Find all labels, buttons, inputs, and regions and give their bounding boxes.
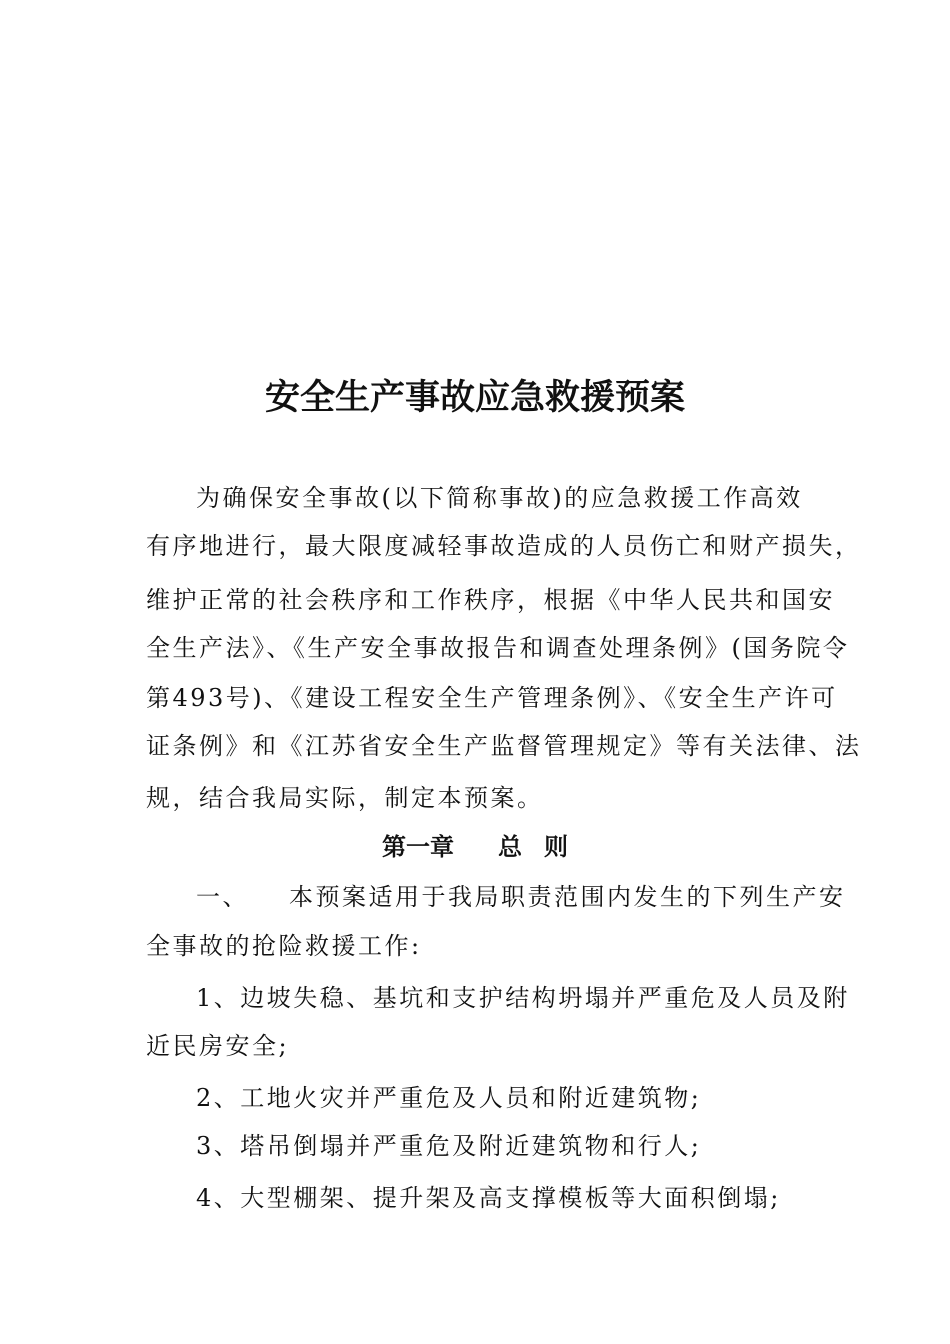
intro-line: 证条例》和《江苏省安全生产监督管理规定》等有关法律、法 <box>146 732 862 760</box>
list-item: 4、大型棚架、提升架及高支撑模板等大面积倒塌; <box>196 1184 781 1212</box>
chapter-name-part1: 总 <box>498 833 522 861</box>
section-one-line <box>196 873 846 921</box>
list-item: 2、工地火灾并严重危及人员和附近建筑物; <box>196 1084 702 1112</box>
section-one-continuation: 全事故的抢险救援工作: <box>146 932 422 960</box>
list-item: 1、边坡失稳、基坑和支护结构坍塌并严重危及人员及附 <box>196 984 850 1012</box>
intro-line: 规，结合我局实际，制定本预案。 <box>146 784 544 812</box>
intro-line: 全生产法》、《生产安全事故报告和调查处理条例》(国务院令 <box>146 634 850 662</box>
document-title: 安全生产事故应急救援预案 <box>264 378 685 418</box>
intro-line: 维护正常的社会秩序和工作秩序，根据《中华人民共和国安 <box>146 586 835 614</box>
chapter-number: 第一章 <box>382 833 454 861</box>
section-one-text: 本预案适用于我局职责范围内发生的下列生产安 <box>289 883 846 911</box>
chapter-name-part2: 则 <box>544 833 568 861</box>
intro-line: 为确保安全事故(以下简称事故)的应急救援工作高效 <box>196 484 803 512</box>
intro-line: 第493号)、《建设工程安全生产管理条例》、《安全生产许可 <box>146 684 838 712</box>
intro-line: 有序地进行，最大限度减轻事故造成的人员伤亡和财产损失， <box>146 532 862 560</box>
chapter-heading <box>0 823 950 871</box>
list-item-continuation: 近民房安全; <box>146 1032 290 1060</box>
list-item: 3、塔吊倒塌并严重危及附近建筑物和行人; <box>196 1132 702 1160</box>
section-one-marker: 一、 <box>196 883 249 911</box>
